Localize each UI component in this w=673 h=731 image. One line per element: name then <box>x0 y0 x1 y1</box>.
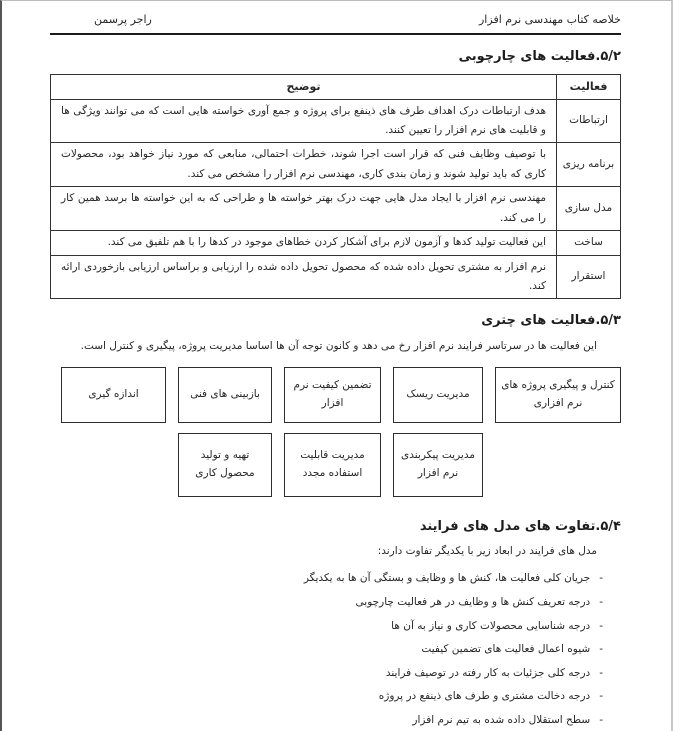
bullet-dash: - <box>599 690 603 703</box>
section-5-2-heading: ۵/۲.فعالیت های چارچوبی <box>458 48 621 64</box>
page-header <box>50 12 621 35</box>
list-item <box>50 638 603 662</box>
activity-cell: استقرار <box>557 255 621 299</box>
list-item <box>50 591 603 615</box>
section-5-4-heading: ۵/۴.تفاوت های مدل های فرایند <box>419 518 621 534</box>
list-item-text: درجه کلی جزئیات به کار رفته در توصیف فرایند <box>385 666 591 679</box>
author-name: راجر پرسمن <box>94 13 152 26</box>
bullet-dash: - <box>599 643 603 656</box>
section-5-4-intro: مدل های فرایند در ابعاد زیر با یکدیگر تفاوت دارند: <box>377 545 597 558</box>
book-title: خلاصه کتاب مهندسی نرم افزار <box>479 13 621 26</box>
activity-cell: برنامه ریزی <box>557 143 621 187</box>
description-cell: هدف ارتباطات درک اهداف طرف های ذینفع برای پروژه و جمع آوری خواسته هایی است که می توانند ویژگی ها و قابلیت های نرم افزار را تعیین کنند. <box>51 99 557 143</box>
description-cell: نرم افزار به مشتری تحویل داده شده که محصول تحویل داده شده را ارزیابی و براساس ارزیابی بازخوردی ارائه کند. <box>51 255 557 299</box>
activity-cell: مدل سازی <box>557 187 621 231</box>
umbrella-box: تهیه و تولید محصول کاری <box>178 433 272 497</box>
list-item <box>50 685 603 709</box>
description-cell: با توصیف وظایف فنی که قرار است اجرا شوند، خطرات احتمالی، منابعی که مورد نیاز خواهد بود، محصولات کاری که باید تولید شوند و زمان بندی کاری، مهندسی نرم افزار را مشخص می کند. <box>51 143 557 187</box>
table-header-row <box>51 75 621 100</box>
description-cell: مهندسی نرم افزار با ایجاد مدل هایی جهت درک بهتر خواسته ها و طراحی که به این خواسته ها برسد همین کار را می کند. <box>51 187 557 231</box>
list-item <box>50 709 603 731</box>
bullet-dash: - <box>599 666 603 679</box>
bullet-dash: - <box>599 595 603 608</box>
bullet-dash: - <box>599 572 603 585</box>
umbrella-activities-row-2 <box>50 433 483 497</box>
table-row <box>51 255 621 299</box>
umbrella-box: مدیریت قابلیت استفاده مجدد <box>284 433 381 497</box>
bullet-dash: - <box>599 619 603 632</box>
list-item-text: درجه شناسایی محصولات کاری و نیاز به آن ها <box>391 619 591 632</box>
table-row <box>51 143 621 187</box>
process-model-differences-list <box>50 567 621 731</box>
umbrella-activities-row-1 <box>50 367 621 423</box>
umbrella-box: بازبینی های فنی <box>178 367 272 423</box>
framework-activities-table <box>50 74 621 299</box>
table-row <box>51 187 621 231</box>
list-item-text: درجه دخالت مشتری و طرف های ذینفع در پروژه <box>378 690 591 703</box>
umbrella-box: اندازه گیری <box>61 367 166 423</box>
section-5-3-heading: ۵/۳.فعالیت های چتری <box>481 313 621 329</box>
list-item-text: درجه تعریف کنش ها و وظایف در هر فعالیت چارچوبی <box>355 595 591 608</box>
umbrella-box: کنترل و پیگیری پروژه های نرم افزاری <box>495 367 621 423</box>
activity-cell: ساخت <box>557 231 621 255</box>
list-item-text: جریان کلی فعالیت ها، کنش ها و وظایف و بستگی آن ها به یکدیگر <box>303 572 591 585</box>
list-item-text: شیوه اعمال فعالیت های تضمین کیفیت <box>421 643 591 656</box>
list-item <box>50 615 603 639</box>
description-column-header: توضیح <box>51 75 557 100</box>
list-item-text: سطح استقلال داده شده به تیم نرم افزار <box>412 714 591 727</box>
table-row <box>51 231 621 255</box>
description-cell: این فعالیت تولید کدها و آزمون لازم برای آشکار کردن خطاهای موجود در کدها را با هم تلفیق می کند. <box>51 231 557 255</box>
activity-cell: ارتباطات <box>557 99 621 143</box>
list-item <box>50 662 603 686</box>
list-item <box>50 567 603 591</box>
activity-column-header: فعالیت <box>557 75 621 100</box>
bullet-dash: - <box>599 714 603 727</box>
table-row <box>51 99 621 143</box>
section-5-3-intro: این فعالیت ها در سرتاسر فرایند نرم افزار رخ می دهد و کانون توجه آن ها اساسا مدیریت پروژه، پیگیری و کنترل است. <box>80 339 597 352</box>
umbrella-box: تضمین کیفیت نرم افزار <box>284 367 381 423</box>
umbrella-box: مدیریت ریسک <box>393 367 483 423</box>
umbrella-box: مدیریت پیکربندی نرم افزار <box>393 433 483 497</box>
